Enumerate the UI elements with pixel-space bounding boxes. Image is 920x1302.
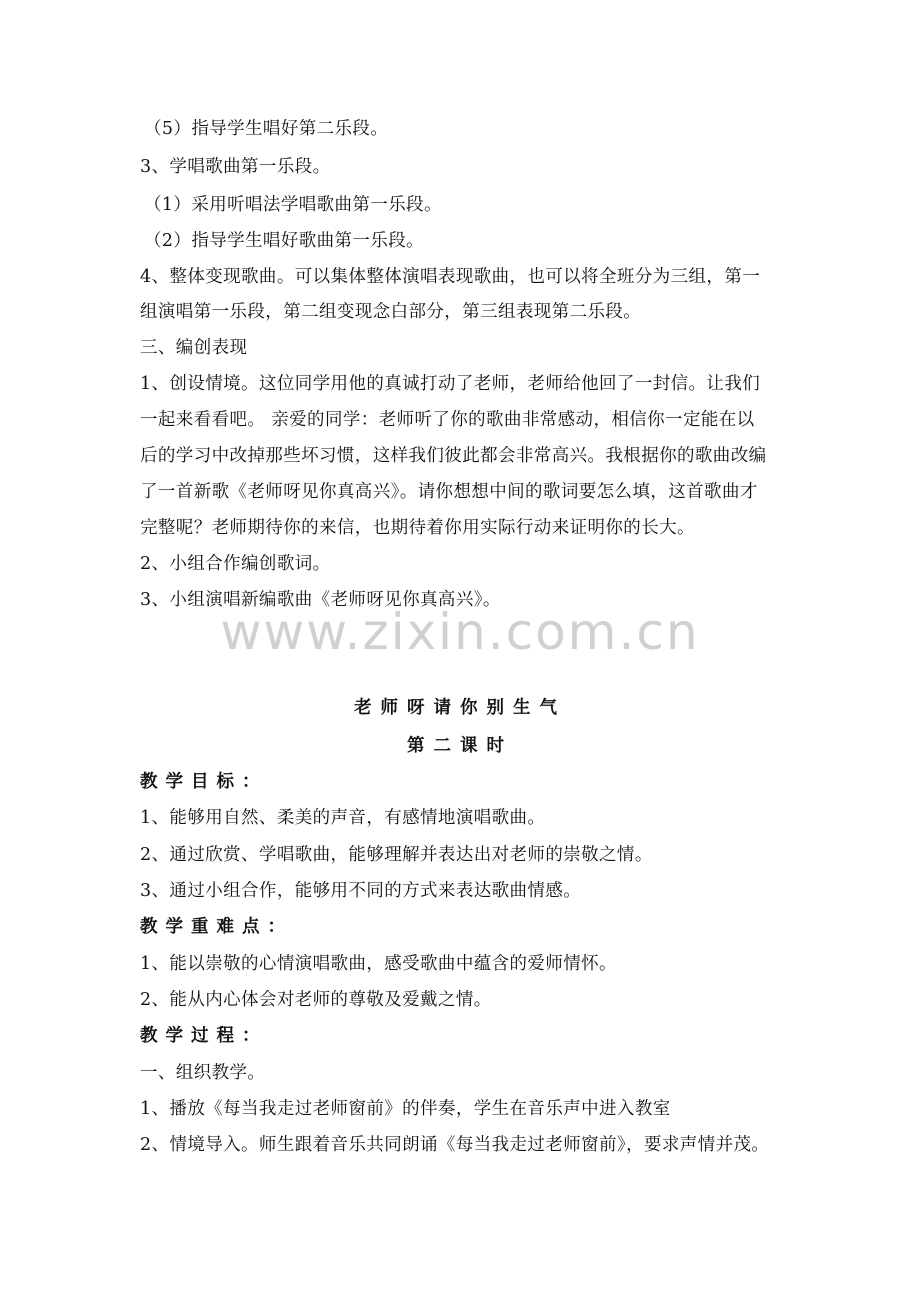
process-item: 1、播放《每当我走过老师窗前》的伴奏，学生在音乐声中进入教室	[140, 1099, 671, 1119]
goals-heading: 教学目标：	[140, 772, 268, 792]
text-line: 2、小组合作编创歌词。	[140, 554, 331, 574]
text-line: 后的学习中改掉那些坏习惯，这样我们彼此都会非常高兴。我根据你的歌曲改编	[140, 446, 767, 466]
process-item: 一、组织教学。	[140, 1063, 266, 1083]
text-line: 完整呢？老师期待你的来信，也期待着你用实际行动来证明你的长大。	[140, 518, 695, 538]
text-line: 一起来看看吧。 亲爱的同学：老师听了你的歌曲非常感动，相信你一定能在以	[140, 410, 755, 430]
text-line: 组演唱第一乐段，第二组变现念白部分，第三组表现第二乐段。	[140, 302, 642, 322]
text-line: 1、创设情境。这位同学用他的真诚打动了老师，老师给他回了一封信。让我们	[140, 374, 761, 394]
goal-item: 2、通过欣赏、学唱歌曲，能够理解并表达出对老师的崇敬之情。	[140, 845, 653, 865]
key-point-item: 1、能以崇敬的心情演唱歌曲，感受歌曲中蕴含的爱师情怀。	[140, 954, 617, 974]
text-line: （1）采用听唱法学唱歌曲第一乐段。	[144, 195, 442, 215]
section-heading: 三、编创表现	[140, 338, 248, 358]
text-line: 3、学唱歌曲第一乐段。	[140, 157, 331, 177]
text-line: 了一首新歌《老师呀见你真高兴》。请你想想中间的歌词要怎么填，这首歌曲才	[140, 482, 758, 502]
key-point-item: 2、能从内心体会对老师的尊敬及爱戴之情。	[140, 990, 492, 1010]
key-points-heading: 教学重难点：	[140, 917, 293, 937]
text-line: 3、小组演唱新编歌曲《老师呀见你真高兴》。	[140, 590, 501, 610]
lesson-subtitle: 第二课时	[407, 736, 513, 756]
process-heading: 教学过程：	[140, 1026, 268, 1046]
watermark: www.zixin.com.cn	[220, 603, 700, 661]
text-line: （2）指导学生唱好歌曲第一乐段。	[144, 231, 425, 251]
goal-item: 3、通过小组合作，能够用不同的方式来表达歌曲情感。	[140, 881, 582, 901]
text-line: 4、整体变现歌曲。可以集体整体演唱表现歌曲，也可以将全班分为三组，第一	[140, 267, 761, 287]
process-item: 2、情境导入。师生跟着音乐共同朗诵《每当我走过老师窗前》，要求声情并茂。	[140, 1135, 770, 1155]
text-line: （5）指导学生唱好第二乐段。	[144, 119, 389, 139]
lesson-title: 老师呀请你别生气	[354, 698, 566, 718]
goal-item: 1、能够用自然、柔美的声音，有感情地演唱歌曲。	[140, 808, 546, 828]
